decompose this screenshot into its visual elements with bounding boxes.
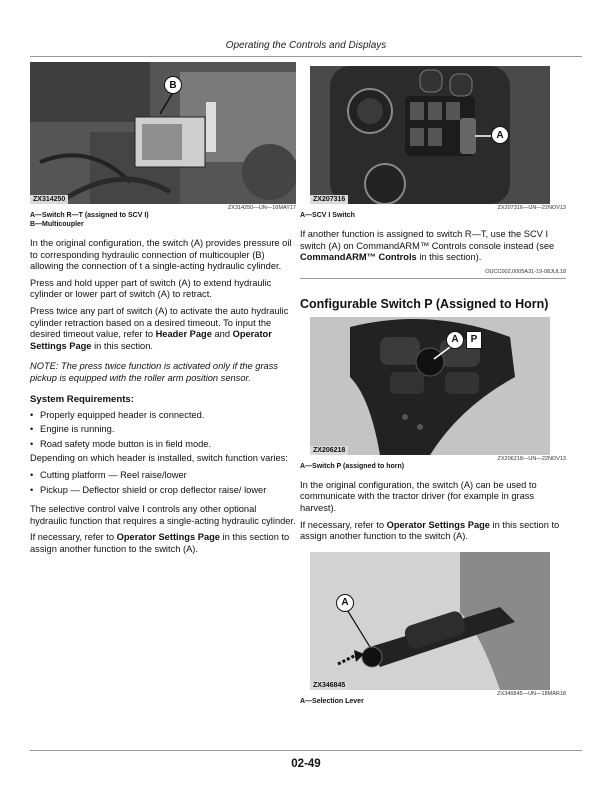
figure-label: ZX206218 [310, 446, 348, 455]
figure-label: ZX346845 [310, 681, 348, 690]
paragraph-depending: Depending on which header is installed, switch function varies: [30, 453, 288, 464]
commandarm-photo-drawing [310, 66, 550, 204]
caption-selection-lever: A—Selection Lever [300, 697, 364, 705]
paragraph-press-hold: Press and hold upper part of switch (A) to extend hydraulic cylinder or lower part of switch (A) to retract. [30, 277, 272, 300]
paragraph-refer: If necessary, refer to Operator Settings Page in this section to assign another function to the switch (A). [30, 532, 290, 554]
system-requirements-list [30, 410, 296, 451]
horn-switch-photo-drawing [310, 317, 550, 455]
multicoupler-photo [30, 62, 296, 204]
system-requirements-heading: System Requirements: [30, 393, 134, 405]
caption-scv-switch: A—SCV I Switch [300, 212, 355, 219]
paragraph-scv: The selective control valve I controls any other optional hydraulic function that requires a single-acting hydraulic cylinder. [30, 504, 296, 526]
paragraph-horn-refer: If necessary, refer to Operator Settings Page in this section to assign another function to the switch (A). [300, 519, 560, 542]
multicoupler-photo-drawing [30, 62, 296, 204]
link-header-page: Header Page [155, 329, 212, 340]
page-header-title: Operating the Controls and Displays [225, 40, 387, 51]
caption-a: A—Switch R—T (assigned to SCV I) [30, 212, 149, 219]
page-number: 02-49 [291, 758, 321, 770]
callout-a: A [446, 331, 464, 349]
callout-p: P [466, 331, 482, 349]
list-item: • Cutting platform — Reel raise/lower [30, 470, 296, 482]
figure-ref: ZX207316—UN—22NOV13 [497, 205, 566, 211]
figure-ref: ZX314250—UN—16MAY17 [227, 205, 296, 211]
left-column [30, 62, 296, 555]
commandarm-photo [310, 66, 550, 204]
figure-label: ZX207316 [310, 195, 348, 204]
list-item: • Pickup — Deflector shield or crop deflector raise/ lower [30, 485, 296, 497]
link-operator-settings: Operator Settings Page [386, 519, 490, 530]
caption-switch-p: A—Switch P (assigned to horn) [300, 462, 405, 470]
right-column [300, 66, 566, 706]
footer-rule [30, 750, 582, 751]
link-operator-settings: Operator Settings Page [116, 532, 220, 543]
callout-a: A [491, 126, 509, 144]
figure-label: ZX314250 [30, 195, 68, 204]
caption-b: B—Multicoupler [30, 221, 84, 228]
header-rule [30, 56, 582, 57]
link-commandarm: CommandARM™ Controls [300, 252, 417, 263]
note: NOTE: The press twice function is activated only if the grass pickup is equipped with the roller arm position sensor. [30, 361, 279, 383]
link-operator-settings: Operator Settings Page [30, 329, 272, 351]
callout-b: B [164, 76, 182, 94]
function-list [30, 470, 296, 496]
paragraph-press-twice: Press twice any part of switch (A) to activate the auto hydraulic cylinder retraction based on a desired timeout. To input the desired timeout value, refer to Header Page and Operator Settings Page in this section. [30, 305, 289, 351]
paragraph-original-config: In the original configuration, the switch (A) provides pressure oil to corresponding hydraulic connection of multicoupler (B) allowing the connection of t a single-acting hydraulic cylinder. [30, 238, 292, 272]
figure-ref: ZX346845—UN—18MAR18 [497, 690, 566, 697]
selection-lever-photo-drawing [310, 552, 550, 690]
section-title: Configurable Switch P (Assigned to Horn) [300, 296, 549, 311]
paragraph-horn-original: In the original configuration, the switch (A) can be used to communicate with the tractor driver (for example in grass harvest). [300, 479, 537, 513]
list-item: • Engine is running. [30, 424, 296, 436]
paragraph-another-function: If another function is assigned to switch R—T, use the SCV I switch (A) on CommandARM™ Controls console instead (see CommandARM™ Controls in this section). [300, 229, 555, 263]
selection-lever-photo [310, 552, 550, 690]
figure-ref: ZX206218—UN—22NOV13 [497, 455, 566, 462]
callout-a: A [336, 594, 354, 612]
horn-switch-photo [310, 317, 550, 455]
document-code: OUCC002,0005A31-19-08JUL18 [485, 268, 566, 275]
list-item: • Properly equipped header is connected. [30, 410, 296, 422]
list-item: • Road safety mode button is in field mode. [30, 439, 296, 451]
